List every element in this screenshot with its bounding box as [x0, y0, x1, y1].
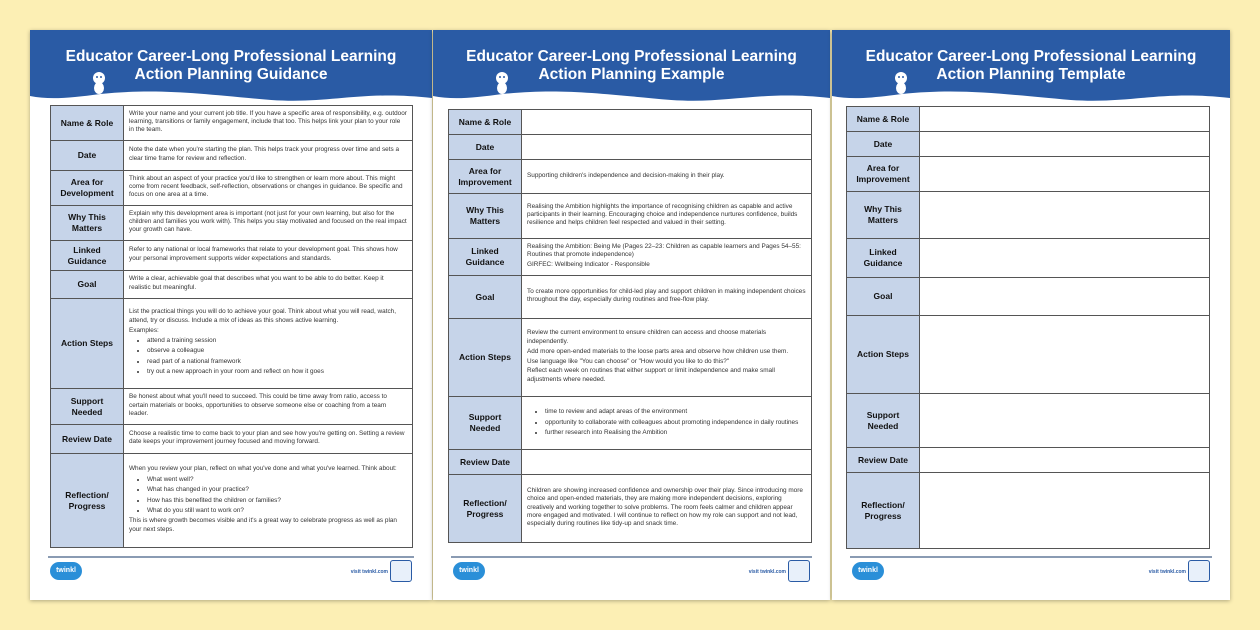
table-row: [449, 319, 812, 397]
content-paragraph: Examples:: [129, 326, 159, 334]
table-row: [51, 299, 413, 389]
table-row: [449, 475, 812, 543]
content-paragraph: Refer to any national or local frameworks that relate to your development goal. This shows how your personal improvement supports wider expectations and standards.: [129, 246, 398, 262]
row-content: [124, 271, 413, 299]
row-label: Support Needed: [449, 397, 522, 450]
row-label: Reflection/ Progress: [847, 473, 920, 549]
bullet-item: • further research into Realising the Ambition: [545, 429, 806, 437]
row-label: Why This Matters: [847, 192, 920, 239]
row-content[interactable]: [920, 394, 1210, 448]
content-bullet-list: [129, 337, 407, 377]
row-content: [124, 171, 413, 206]
content-paragraph: List the practical things you will do to achieve your goal. Think about what you will read, watch, attend, try or discuss. Include a mix of ideas as this shows active learning.: [129, 308, 397, 324]
row-content[interactable]: [920, 316, 1210, 394]
row-content: [124, 141, 413, 171]
row-content: [522, 160, 812, 194]
row-content[interactable]: [920, 278, 1210, 316]
row-label: Area for Improvement: [847, 157, 920, 192]
row-label: Action Steps: [449, 319, 522, 397]
content-paragraph: Choose a realistic time to come back to your plan and see how you're getting on. Setting a review date keeps your improvement journey focused and moving forward.: [129, 429, 405, 446]
row-content: [124, 389, 413, 425]
bullet-item: • What went well?: [147, 476, 407, 484]
bullet-item: • read part of a national framework: [147, 358, 407, 366]
content-bullet-list: [527, 408, 806, 437]
table-row: [449, 110, 812, 135]
table-row: [51, 106, 413, 141]
content-paragraph: Add more open-ended materials to the loose parts area and observe how children use them.: [527, 347, 789, 355]
table-row: [51, 454, 413, 548]
document-page-2[interactable]: [433, 30, 830, 600]
row-content[interactable]: [920, 157, 1210, 192]
row-label: Support Needed: [51, 389, 124, 425]
content-paragraph: Explain why this development area is important (not just for your own learning, but also for the children and families you work with). This helps you stay motivated and focused on the real impact your growth can have.: [129, 209, 407, 234]
table-row: [449, 194, 812, 239]
row-content: [522, 397, 812, 450]
row-label: Goal: [51, 271, 124, 299]
quality-badge-icon: [788, 560, 810, 582]
page-title-line-1: Educator Career-Long Professional Learning: [65, 48, 397, 65]
row-content: [522, 276, 812, 319]
table-row: [449, 239, 812, 276]
row-content: [522, 194, 812, 239]
row-content: [124, 299, 413, 389]
row-label: Why This Matters: [449, 194, 522, 239]
content-paragraph: This is where growth becomes visible and it's a great way to celebrate progress as well as plan your next steps.: [129, 517, 397, 533]
table-row: [51, 389, 413, 425]
page-title-line-1: Educator Career-Long Professional Learning: [466, 48, 797, 65]
row-label: Goal: [449, 276, 522, 319]
table-row: [51, 171, 413, 206]
document-page-1[interactable]: [30, 30, 432, 600]
bullet-item: • What do you still want to work on?: [147, 507, 407, 515]
bullet-item: • How has this benefited the children or families?: [147, 497, 407, 505]
table-row: [449, 450, 812, 475]
content-paragraph: Write your name and your current job title. If you have a specific area of responsibility, e.g. outdoor learning, transitions or family engagement, include that too. This helps link your plan to your role in the team.: [129, 109, 407, 134]
table-row: [449, 397, 812, 450]
table-row: [847, 157, 1210, 192]
row-label: Action Steps: [51, 299, 124, 389]
row-label: Linked Guidance: [51, 241, 124, 271]
table-row: [847, 448, 1210, 473]
bullet-item: • opportunity to collaborate with colleagues about promoting independence in daily routines: [545, 419, 806, 427]
row-content: [522, 319, 812, 397]
row-content: [124, 206, 413, 241]
footer-divider: [451, 556, 812, 558]
visit-link[interactable]: visit twinkl.com: [748, 569, 786, 575]
bullet-item: • time to review and adapt areas of the environment: [545, 408, 806, 416]
table-row: [847, 107, 1210, 132]
action-plan-table: [50, 105, 413, 548]
table-row: [51, 271, 413, 299]
page-title-line-2: Action Planning Template: [936, 66, 1126, 83]
bullet-item: • try out a new approach in your room and reflect on how it goes: [147, 368, 407, 376]
row-label: Reflection/ Progress: [449, 475, 522, 543]
content-paragraph: Review the current environment to ensure children can access and choose materials independently.: [527, 329, 767, 345]
row-content[interactable]: [920, 448, 1210, 473]
table-row: [847, 192, 1210, 239]
row-label: Date: [847, 132, 920, 157]
twinkl-logo: twinkl: [852, 562, 884, 580]
page-title-line-2: Action Planning Example: [538, 66, 725, 83]
footer-divider: [48, 556, 414, 558]
row-content[interactable]: [522, 450, 812, 475]
visit-link[interactable]: visit twinkl.com: [1148, 569, 1186, 575]
row-label: Reflection/ Progress: [51, 454, 124, 548]
table-row: [847, 316, 1210, 394]
content-paragraph: Reflect each week on routines that either support or limit independence and make small adjustments where needed.: [527, 367, 775, 383]
bullet-item: • What has changed in your practice?: [147, 486, 407, 494]
content-paragraph: When you review your plan, reflect on what you've done and what you've learned. Think about:: [129, 465, 397, 473]
row-label: Review Date: [449, 450, 522, 475]
mascot-icon: [892, 70, 910, 96]
row-label: Name & Role: [449, 110, 522, 135]
page-title-line-1: Educator Career-Long Professional Learning: [865, 48, 1197, 65]
row-label: Area for Improvement: [449, 160, 522, 194]
row-label: Goal: [847, 278, 920, 316]
row-label: Date: [449, 135, 522, 160]
bullet-item: • attend a training session: [147, 337, 407, 345]
row-content[interactable]: [920, 132, 1210, 157]
row-content: [522, 475, 812, 543]
table-row: [847, 278, 1210, 316]
content-paragraph: Supporting children's independence and decision-making in their play.: [527, 171, 725, 179]
content-paragraph: To create more opportunities for child-led play and support children in making independent choices throughout the day, especially during routines and free-flow play.: [527, 287, 806, 304]
row-label: Linked Guidance: [449, 239, 522, 276]
quality-badge-icon: [1188, 560, 1210, 582]
document-page-3[interactable]: [832, 30, 1230, 600]
twinkl-logo: twinkl: [50, 562, 82, 580]
content-bullet-list: [129, 476, 407, 516]
content-paragraph: Note the date when you're starting the plan. This helps track your progress over time and sets a clear time frame for review and reflection.: [129, 146, 400, 162]
row-label: Support Needed: [847, 394, 920, 448]
content-paragraph: Children are showing increased confidence and ownership over their play. Since introducing more choice and open-ended materials, they are making more independent decisions, exploring creatively and working together to solve problems. The room feels calmer and children appear more engaged and motivated. I will continue to reflect on how my role can support and not lead, especially during routines like tidy-up and snack time.: [527, 486, 803, 528]
row-content[interactable]: [920, 107, 1210, 132]
row-content: [124, 106, 413, 141]
content-paragraph: Think about an aspect of your practice you'd like to strengthen or learn more about. This might come from recent feedback, self-reflection, observations or changes in guidance. Be specific and focus on one area at a time.: [129, 174, 403, 199]
row-label: Date: [51, 141, 124, 171]
table-row: [847, 473, 1210, 549]
twinkl-logo: twinkl: [453, 562, 485, 580]
row-content: [124, 241, 413, 271]
table-row: [449, 276, 812, 319]
row-content: [124, 425, 413, 454]
row-label: Action Steps: [847, 316, 920, 394]
table-row: [449, 160, 812, 194]
content-paragraph: Be honest about what you'll need to succeed. This could be time away from ratio, access to certain materials or books, opportunities to observe someone else or coaching from a team leader.: [129, 393, 387, 417]
row-label: Review Date: [847, 448, 920, 473]
content-paragraph: GIRFEC: Wellbeing Indicator - Responsible: [527, 261, 650, 269]
table-row: [847, 394, 1210, 448]
table-row: [51, 206, 413, 241]
page-title-line-2: Action Planning Guidance: [134, 66, 328, 83]
row-content[interactable]: [920, 239, 1210, 278]
row-content[interactable]: [522, 110, 812, 135]
footer-divider: [850, 556, 1212, 558]
row-content: [124, 454, 413, 548]
visit-link[interactable]: visit twinkl.com: [350, 569, 388, 575]
row-label: Linked Guidance: [847, 239, 920, 278]
row-label: Name & Role: [847, 107, 920, 132]
table-row: [51, 425, 413, 454]
table-row: [847, 132, 1210, 157]
row-content[interactable]: [920, 192, 1210, 239]
row-label: Name & Role: [51, 106, 124, 141]
content-paragraph: Write a clear, achievable goal that describes what you want to be able to do better. Keep it realistic but meaningful.: [129, 275, 384, 291]
row-label: Why This Matters: [51, 206, 124, 241]
table-row: [847, 239, 1210, 278]
table-row: [51, 141, 413, 171]
action-plan-table: [846, 106, 1210, 549]
mascot-icon: [493, 70, 511, 96]
row-label: Area for Development: [51, 171, 124, 206]
bullet-item: • observe a colleague: [147, 347, 407, 355]
quality-badge-icon: [390, 560, 412, 582]
table-row: [51, 241, 413, 271]
row-content[interactable]: [920, 473, 1210, 549]
table-row: [449, 135, 812, 160]
action-plan-table: [448, 109, 812, 543]
row-content[interactable]: [522, 135, 812, 160]
content-paragraph: Realising the Ambition highlights the importance of recognising children as capable and active participants in their learning. Encouraging choice and independence nurtures confidence, builds resilience and helps children feel respected and valued in their setting.: [527, 202, 798, 227]
row-content: [522, 239, 812, 276]
content-paragraph: Use language like "You can choose" or "How would you like to do this?": [527, 357, 730, 365]
row-label: Review Date: [51, 425, 124, 454]
content-paragraph: Realising the Ambition: Being Me (Pages 22–23: Children as capable learners and Pages 54–55: Routines that promote independence): [527, 242, 801, 259]
mascot-icon: [90, 70, 108, 96]
